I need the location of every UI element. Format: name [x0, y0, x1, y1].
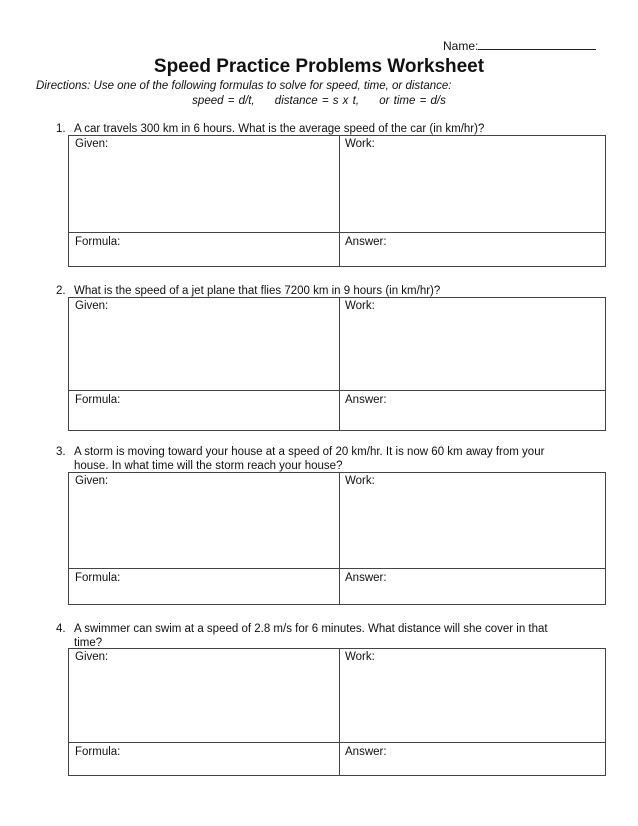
name-blank-line[interactable] — [478, 38, 596, 50]
answer-label: Answer: — [345, 746, 387, 758]
formula-time: or time = d/s — [379, 95, 446, 107]
formula-distance: distance = s x t, — [274, 95, 360, 107]
answer-label: Answer: — [345, 236, 387, 248]
question-number: 1. — [56, 123, 66, 135]
name-field — [443, 38, 596, 53]
given-label: Given: — [75, 475, 109, 487]
formula-label: Formula: — [75, 746, 121, 758]
work-label: Work: — [345, 475, 375, 487]
formula-label: Formula: — [75, 394, 121, 406]
formula-speed: speed = d/t, — [192, 95, 255, 107]
question-text: A car travels 300 km in 6 hours. What is the average speed of the car (in km/hr)? — [74, 123, 485, 135]
work-label: Work: — [345, 138, 375, 150]
formula-label: Formula: — [75, 236, 121, 248]
formulas-line — [0, 95, 638, 107]
question-text-line-2: house. In what time will the storm reach your house? — [74, 460, 343, 472]
question-3 — [40, 445, 600, 473]
given-label: Given: — [75, 138, 109, 150]
name-label: Name: — [443, 39, 479, 53]
answer-box-3 — [68, 472, 606, 605]
given-label: Given: — [75, 300, 109, 312]
formula-label: Formula: — [75, 572, 121, 584]
work-label: Work: — [345, 651, 375, 663]
answer-box-4 — [68, 648, 606, 776]
question-number: 2. — [56, 285, 66, 297]
question-text-line-1: A swimmer can swim at a speed of 2.8 m/s for 6 minutes. What distance will she cover in that — [74, 623, 548, 635]
question-4 — [40, 622, 600, 650]
work-label: Work: — [345, 300, 375, 312]
question-number: 4. — [56, 623, 66, 635]
answer-box-1 — [68, 135, 606, 267]
answer-label: Answer: — [345, 572, 387, 584]
page-title: Speed Practice Problems Worksheet — [153, 56, 485, 77]
question-text-line-1: A storm is moving toward your house at a speed of 20 km/hr. It is now 60 km away from your — [74, 446, 545, 458]
question-text-line-2: time? — [74, 637, 103, 649]
answer-label: Answer: — [345, 394, 387, 406]
directions-text: Directions: Use one of the following formulas to solve for speed, time, or distance: — [36, 80, 452, 92]
question-number: 3. — [56, 446, 66, 458]
answer-box-2 — [68, 297, 606, 431]
given-label: Given: — [75, 651, 109, 663]
question-text: What is the speed of a jet plane that flies 7200 km in 9 hours (in km/hr)? — [74, 285, 441, 297]
